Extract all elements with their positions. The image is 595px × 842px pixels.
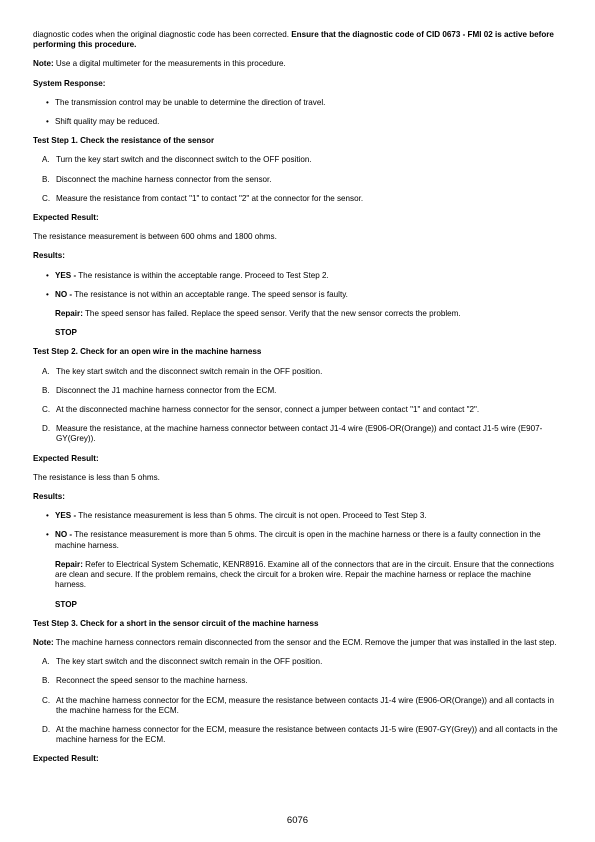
step2-expected-text: The resistance is less than 5 ohms. [33,472,160,482]
step2-stop: STOP [55,599,77,609]
step2-expected-heading: Expected Result: [33,453,99,463]
step1-expected-text: The resistance measurement is between 600 ohms and 1800 ohms. [33,232,277,242]
list-item: A. Turn the key start switch and the disconnect switch to the OFF position. [42,155,312,165]
document-page [33,30,563,774]
intro-warning: Ensure that the diagnostic code of CID 0673 - FMI 02 is active before performing this procedure. [33,30,554,50]
bullet-icon: • [46,117,49,127]
list-item: C. At the disconnected machine harness connector for the sensor, connect a jumper between contact "1" and contact "2". [42,405,480,415]
list-item: • The transmission control may be unable to determine the direction of travel. [46,97,326,107]
step2-heading: Test Step 2. Check for an open wire in the machine harness [33,347,262,357]
bullet-icon: • [46,289,49,299]
list-item: • YES - The resistance measurement is less than 5 ohms. The circuit is not open. Proceed to Test Step 3. [46,511,427,521]
page-number: 6076 [286,815,309,826]
list-item: • YES - The resistance is within the acceptable range. Proceed to Test Step 2. [46,270,329,280]
note-text: Use a digital multimeter for the measurements in this procedure. [53,59,286,69]
step1-list [33,155,563,204]
step3-expected-heading: Expected Result: [33,754,99,764]
bullet-icon: • [46,530,49,540]
step2-list [33,367,563,445]
system-response-heading: System Response: [33,78,106,88]
list-item: B. Disconnect the J1 machine harness connector from the ECM. [42,385,277,395]
bullet-icon: • [46,270,49,280]
step2-repair: Repair: Refer to Electrical System Schematic, KENR8916. Examine all of the connectors that are in the circuit. Ensure that the connections are clean and secure. If the problem remains, check the circuit for a broken wire. Repair the machine harness or replace the machine harness. [55,559,554,590]
step3-list [33,657,563,745]
intro-text: diagnostic codes when the original diagnostic code has been corrected. [33,30,292,39]
step1-repair: Repair: The speed sensor has failed. Replace the speed sensor. Verify that the new sensor corrects the problem. [55,309,461,319]
bullet-icon: • [46,97,49,107]
step3-heading: Test Step 3. Check for a short in the sensor circuit of the machine harness [33,618,319,628]
system-response-list [33,98,563,127]
list-item: A. The key start switch and the disconnect switch remain in the OFF position. [42,657,323,667]
step1-expected-heading: Expected Result: [33,213,99,223]
step1-stop: STOP [55,328,77,338]
step2-results-heading: Results: [33,492,65,502]
list-item: C. Measure the resistance from contact "1" to contact "2" at the connector for the sensor. [42,193,364,203]
step2-results-list [33,511,563,551]
list-item: D. At the machine harness connector for the ECM, measure the resistance between contacts J1-5 wire (E907-GY(Grey)) and all contacts in the machine harness for the ECM. [42,724,558,745]
intro-paragraph [33,30,563,50]
step1-results-list [33,271,563,300]
step3-note: Note: The machine harness connectors remain disconnected from the sensor and the ECM. Remove the jumper that was installed in the last step. [33,637,557,647]
list-item: B. Disconnect the machine harness connector from the sensor. [42,174,272,184]
list-item: • NO - The resistance is not within an acceptable range. The speed sensor is faulty. [46,289,348,299]
step1-results-heading: Results: [33,251,65,261]
bullet-icon: • [46,511,49,521]
list-item: • NO - The resistance measurement is more than 5 ohms. The circuit is open in the machine harness or there is a faulty connection in the machine harness. [46,530,541,550]
list-item: A. The key start switch and the disconnect switch remain in the OFF position. [42,366,323,376]
note-paragraph [33,59,563,69]
list-item: C. At the machine harness connector for the ECM, measure the resistance between contacts J1-4 wire (E906-OR(Orange)) and all contacts in the machine harness for the ECM. [42,695,555,715]
list-item: D. Measure the resistance, at the machine harness connector between contact J1-4 wire (E906-OR(Orange)) and contact J1-5 wire (E907-GY(Grey)). [42,424,543,444]
note-label: Note: [33,59,54,69]
list-item: • Shift quality may be reduced. [46,117,160,127]
list-item: B. Reconnect the speed sensor to the machine harness. [42,676,248,686]
step1-heading: Test Step 1. Check the resistance of the sensor [33,136,215,146]
